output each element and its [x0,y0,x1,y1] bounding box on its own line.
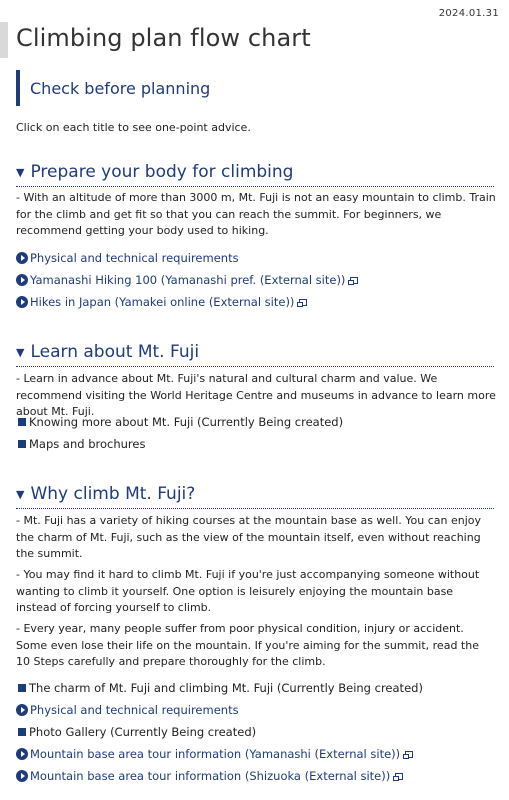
circle-arrow-icon [16,252,28,264]
link-label[interactable]: Physical and technical requirements [30,251,239,265]
section-heading-text[interactable]: Learn about Mt. Fuji [30,342,200,362]
section-paragraph: - Mt. Fuji has a variety of hiking courses at the mountain base as well. You can enjoy the charm of Mt. Fuji, such as the view of the mountain itself, even without reaching the summit. [16,514,482,560]
page-title: Climbing plan flow chart [16,24,311,52]
link-maps-brochures[interactable] [16,437,145,451]
link-photo-gallery[interactable] [16,725,256,739]
link-label[interactable]: Yamanashi Hiking 100 (Yamanashi pref. (External site)) [30,273,346,287]
circle-arrow-icon [16,748,28,760]
date-label: 2024.01.31 [438,8,499,19]
section-heading-why[interactable] [16,480,494,509]
link-label[interactable]: Knowing more about Mt. Fuji (Currently Being created) [29,415,344,429]
section-heading-text[interactable]: Why climb Mt. Fuji? [30,484,196,504]
link-physical-technical[interactable] [16,251,239,265]
intro-text: Click on each title to see one-point advice. [16,121,251,134]
section-paragraph: - You may find it hard to climb Mt. Fuji if you're just accompanying someone without wanting to climb it yourself. One option is leisurely enjoying the mountain base instead of forcing yourself to climb. [16,568,480,614]
section-heading-text[interactable]: Prepare your body for climbing [30,162,294,182]
section-heading-learn[interactable] [16,338,494,367]
link-tour-yamanashi[interactable] [16,747,413,761]
link-label[interactable]: Photo Gallery (Currently Being created) [29,725,257,739]
link-yamanashi-hiking[interactable] [16,273,358,287]
link-label[interactable]: Mountain base area tour information (Shizuoka (External site)) [30,769,391,783]
link-knowing-more[interactable] [16,415,343,429]
link-tour-shizuoka[interactable] [16,769,403,783]
check-heading [16,70,210,106]
link-label[interactable]: Physical and technical requirements [30,703,239,717]
link-label[interactable]: Maps and brochures [29,437,146,451]
external-link-icon [350,277,358,284]
page-title-bar [0,22,509,58]
circle-arrow-icon [16,770,28,782]
square-bullet-icon [18,418,26,426]
square-bullet-icon [18,440,26,448]
link-charm-of-fuji[interactable] [16,681,423,695]
circle-arrow-icon [16,704,28,716]
circle-arrow-icon [16,296,28,308]
external-link-icon [395,773,403,780]
square-bullet-icon [18,684,26,692]
section-paragraph: - Learn in advance about Mt. Fuji's natural and cultural charm and value. We recommend visiting the World Heritage Centre and museums in advance to learn more about Mt. Fuji. [16,372,496,418]
link-label[interactable]: The charm of Mt. Fuji and climbing Mt. Fuji (Currently Being created) [29,681,423,695]
section-paragraph: - Every year, many people suffer from poor physical condition, injury or accident. Some even lose their life on the mountain. If you're aiming for the summit, read the 10 Steps carefully and prepare thoroughly for the climb. [16,622,479,668]
external-link-icon [299,299,307,306]
link-label[interactable]: Mountain base area tour information (Yamanashi (External site)) [30,747,401,761]
link-hikes-in-japan[interactable] [16,295,307,309]
circle-arrow-icon [16,274,28,286]
link-label[interactable]: Hikes in Japan (Yamakei online (External site)) [30,295,295,309]
section-paragraph: - With an altitude of more than 3000 m, Mt. Fuji is not an easy mountain to climb. Train for the climb and get fit so that you can reach the summit. For beginners, we recommend getting your body used to hiking. [16,191,496,237]
triangle-down-icon: ▼ [16,166,25,179]
check-heading-text: Check before planning [30,78,211,98]
square-bullet-icon [18,728,26,736]
external-link-icon [405,751,413,758]
triangle-down-icon: ▼ [16,488,25,501]
link-physical-technical-2[interactable] [16,703,239,717]
section-heading-prepare[interactable] [16,158,494,187]
triangle-down-icon: ▼ [16,346,25,359]
